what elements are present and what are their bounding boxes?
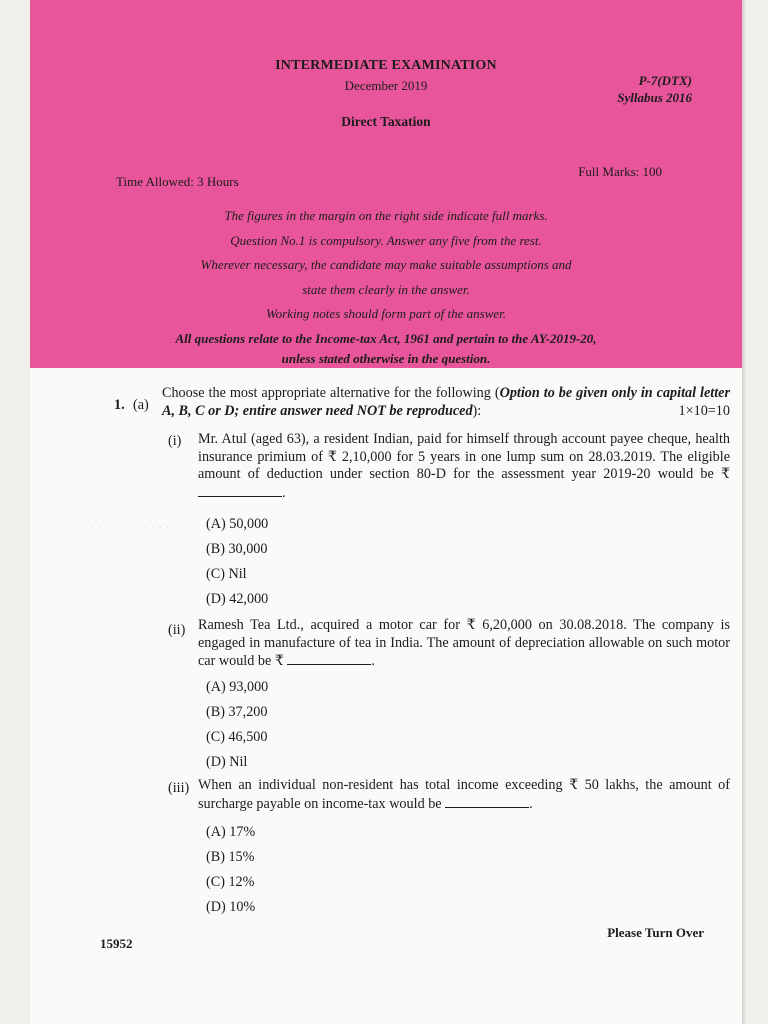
instructions: [30, 204, 742, 372]
answer-blank: [287, 652, 371, 665]
instruction-line: Wherever necessary, the candidate may make suitable assumptions and: [200, 257, 572, 272]
syllabus: Syllabus 2016: [617, 90, 692, 105]
time-allowed: Time Allowed: 3 Hours: [116, 174, 239, 189]
turn-over-note: Please Turn Over: [607, 925, 704, 940]
instruction-line: state them clearly in the answer.: [302, 281, 470, 297]
intro-end: ):: [472, 402, 482, 419]
option: (D) Nil: [206, 754, 248, 770]
paper-code: P-7(DTX): [638, 73, 692, 88]
instruction-line: All questions relate to the Income-tax Act, 1961 and pertain to the AY-2019-20,: [175, 330, 597, 346]
intro-bold: Option to be given only in capital letter A, B, C or D; entire answer need NOT be reproduced: [162, 385, 730, 419]
exam-date: December 2019: [344, 78, 428, 93]
item-text: Ramesh Tea Ltd., acquired a motor car for ₹ 6,20,000 on 30.08.2018. The company is engaged in manufacture of tea in India. The amount of depreciation allowable on such motor car would be ₹ .: [198, 617, 730, 670]
option: (B) 30,000: [206, 541, 268, 557]
option: (D) 42,000: [206, 591, 269, 607]
question-part-label: (a): [133, 397, 149, 413]
option: (C) 46,500: [206, 729, 268, 745]
question-intro: [162, 385, 730, 420]
option: (A) 93,000: [206, 679, 269, 695]
item-label: (i): [168, 433, 182, 449]
item-question: Mr. Atul (aged 63), a resident Indian, paid for himself through account payee cheque, health insurance primium of ₹ 2,10,000 for 5 years in one lump sum on 28.03.2019. The eligible amount of deduction under section 80-D for the assessment year 2019-20 would be ₹: [198, 431, 730, 483]
answer-blank: [198, 484, 282, 497]
item-label: (iii): [168, 780, 190, 796]
option: (B) 37,200: [206, 704, 268, 720]
instruction-line: The figures in the margin on the right side indicate full marks.: [224, 208, 548, 223]
item-question: When an individual non-resident has total income exceeding ₹ 50 lakhs, the amount of surcharge payable on income-tax would be: [198, 777, 730, 812]
item-text: Mr. Atul (aged 63), a resident Indian, paid for himself through account payee cheque, health insurance primium of ₹ 2,10,000 for 5 years in one lump sum on 28.03.2019. The eligible amount of deduction under section 80-D for the assessment year 2019-20 would be ₹ .: [198, 431, 730, 501]
option: (C) 12%: [206, 874, 255, 890]
option: (A) 17%: [206, 824, 256, 840]
option: (D) 10%: [206, 899, 256, 915]
question-number: 1.: [114, 397, 125, 413]
paper-code-block: [617, 72, 692, 106]
subject-title: Direct Taxation: [341, 114, 431, 129]
option: (B) 15%: [206, 849, 255, 865]
instruction-line: Working notes should form part of the answer.: [265, 306, 507, 321]
full-marks: Full Marks: 100: [578, 164, 662, 179]
instruction-line: Question No.1 is compulsory. Answer any five from the rest.: [230, 232, 542, 248]
option: (A) 50,000: [206, 516, 269, 532]
instruction-line: unless stated otherwise in the question.: [281, 351, 491, 366]
answer-blank: [445, 795, 529, 808]
item-label: (ii): [168, 622, 186, 638]
exam-page: [30, 0, 742, 1024]
option: (C) Nil: [206, 566, 247, 582]
item-text: When an individual non-resident has total income exceeding ₹ 50 lakhs, the amount of surcharge payable on income-tax would be .: [198, 777, 730, 812]
exam-title: INTERMEDIATE EXAMINATION: [275, 58, 497, 73]
bleed-through: · · · · · · · · · · ·: [90, 520, 171, 535]
item-question: Ramesh Tea Ltd., acquired a motor car for ₹ 6,20,000 on 30.08.2018. The company is engaged in manufacture of tea in India. The amount of depreciation allowable on such motor car would be ₹: [198, 617, 730, 670]
question-marks: 1×10=10: [678, 402, 730, 419]
page-code: 15952: [100, 936, 133, 951]
intro-text: Choose the most appropriate alternative for the following (: [162, 385, 500, 401]
